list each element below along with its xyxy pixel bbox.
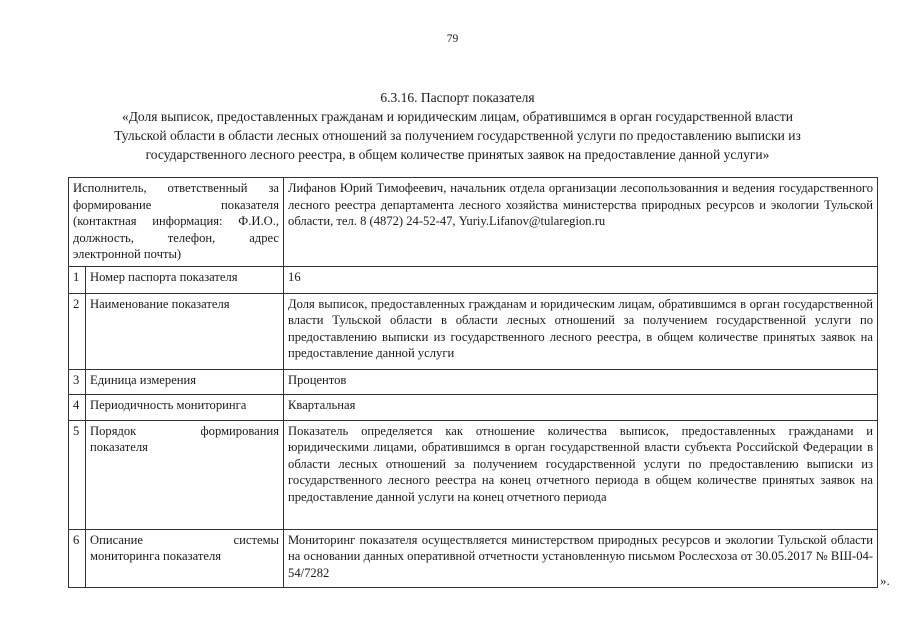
row-value: Процентов bbox=[284, 369, 878, 394]
row-label: Периодичность мониторинга bbox=[86, 394, 284, 420]
table-row bbox=[69, 394, 878, 420]
indicator-title-line-1: «Доля выписок, предоставленных гражданам и юридическим лицам, обратившимся в орган государственной власти bbox=[121, 109, 794, 124]
closing-quote: ». bbox=[880, 573, 890, 588]
row-label: Наименование показателя bbox=[86, 293, 284, 369]
row-value: Доля выписок, предоставленных гражданам и юридическим лицам, обратившимся в орган государственной власти Тульской области в области лесных отношений за получением государственной услуги по предоставлению выписки из государственного лесного реестра, в общем количестве принятых заявок на предоставление данной услуги bbox=[284, 293, 878, 369]
indicator-passport-table bbox=[68, 177, 878, 588]
row-number: 1 bbox=[69, 266, 86, 293]
table-row bbox=[69, 420, 878, 529]
row-value: 16 bbox=[284, 266, 878, 293]
row-number: 5 bbox=[69, 420, 86, 529]
row-value: Показатель определяется как отношение количества выписок, предоставленных гражданами и юридическими лицами, обратившимся в орган государственной власти субъекта Российской Федерации в области лесных отношений за получением государственной услуги по предоставлению выписки из государственного лесного реестра на конец отчетного периода в общем количестве принятых заявок на предоставление данной услуги на конец отчетного периода bbox=[284, 420, 878, 529]
indicator-title-line-2: Тульской области в области лесных отношений за получением государственной услуги по предоставлению выписки из bbox=[114, 128, 801, 143]
passport-heading bbox=[60, 88, 855, 164]
row-number: 4 bbox=[69, 394, 86, 420]
table-row bbox=[69, 529, 878, 587]
table-row-executor bbox=[69, 178, 878, 267]
row-label: Единица измерения bbox=[86, 369, 284, 394]
row-label: Описание системы мониторинга показателя bbox=[86, 529, 284, 587]
table-row bbox=[69, 266, 878, 293]
section-title: 6.3.16. Паспорт показателя bbox=[380, 90, 535, 105]
row-value: Мониторинг показателя осуществляется министерством природных ресурсов и экологии Тульской области на основании данных оперативной отчетности установленную письмом Рослесхоза от 30.05.2017 № ВШ-04-54/7282 bbox=[284, 529, 878, 587]
page-number: 79 bbox=[446, 33, 459, 45]
row-label: Номер паспорта показателя bbox=[86, 266, 284, 293]
row-label: Порядок формирования показателя bbox=[86, 420, 284, 529]
executor-label: Исполнитель, ответственный за формирование показателя (контактная информация: Ф.И.О., должность, телефон, адрес электронной почты) bbox=[69, 178, 284, 267]
table-row bbox=[69, 369, 878, 394]
indicator-title-line-3: государственного лесного реестра, в общем количестве принятых заявок на предоставление данной услуги» bbox=[145, 147, 770, 162]
row-value: Квартальная bbox=[284, 394, 878, 420]
executor-value: Лифанов Юрий Тимофеевич, начальник отдела организации лесопользованния и ведения государственного лесного реестра департамента лесного хозяйства министерства природных ресурсов и экологии Тульской области, тел. 8 (4872) 24-52-47, Yuriy.Lifanov@tularegion.ru bbox=[284, 178, 878, 267]
row-number: 2 bbox=[69, 293, 86, 369]
table-row bbox=[69, 293, 878, 369]
row-number: 6 bbox=[69, 529, 86, 587]
row-number: 3 bbox=[69, 369, 86, 394]
